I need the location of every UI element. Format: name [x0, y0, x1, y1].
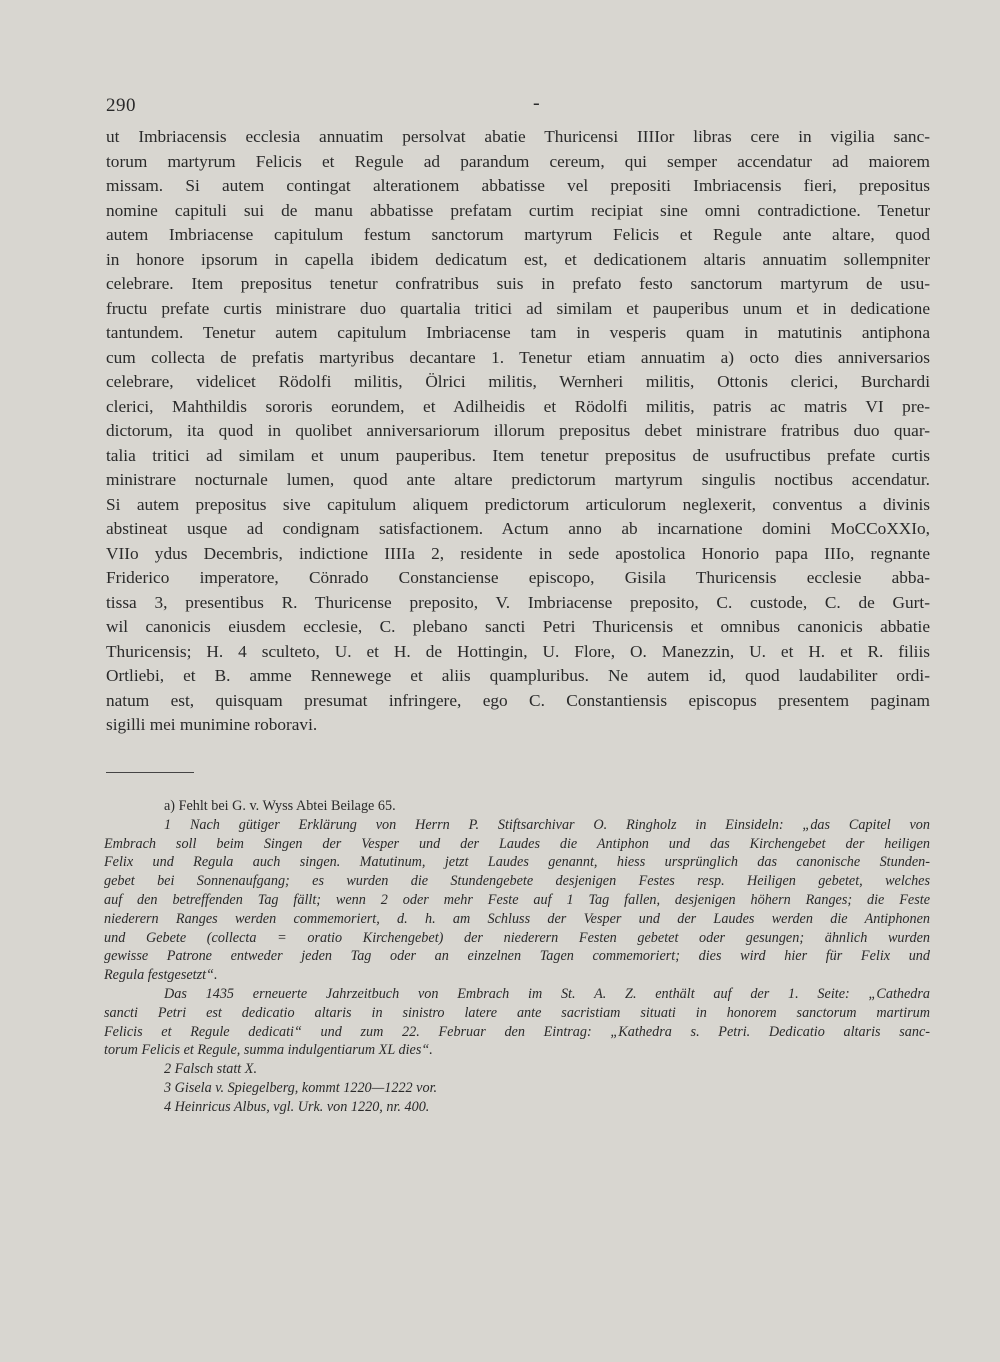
footnote-line: Felix und Regula auch singen. Matutinum, jetzt Laudes genannt, hiess ursprünglich das canonische Stunden-	[104, 854, 930, 871]
charter-text	[106, 125, 930, 738]
footnote-line: Das 1435 erneuerte Jahrzeitbuch von Embrach im St. A. Z. enthält auf der 1. Seite: „Cathedra	[164, 985, 930, 1002]
text-line: abstineat usque ad condignam satisfactionem. Actum anno ab incarnatione domini MoCCoXXIo,	[106, 519, 930, 538]
footnote-line: 3 Gisela v. Spiegelberg, kommt 1220—1222 vor.	[164, 1079, 438, 1096]
text-line: natum est, quisquam presumat infringere, ego C. Constantiensis episcopus presentem paginam	[106, 690, 930, 710]
text-line: torum martyrum Felicis et Regule ad parandum cereum, qui semper accendatur ad maiorem	[106, 151, 930, 171]
text-line: Thuricensis; H. 4 sculteto, U. et H. de Hottingin, U. Flore, O. Manezzin, U. et H. et R. filiis	[106, 641, 930, 661]
footnote-line: und Gebete (collecta = oratio Kirchengebet) der niederern Festen gebetet oder gesungen; ähnlich wurden	[104, 929, 930, 946]
text-line: tantundem. Tenetur autem capitulum Imbriacense tam in vesperis quam in matutinis antiphona	[106, 323, 930, 342]
text-line: in honore ipsorum in capella ibidem dedicatum est, et dedicationem altaris annuatim sollempniter	[106, 249, 930, 269]
text-line: fructu prefate curtis ministrare duo quartalia tritici ad similam et pauperibus unum et in dedicatione	[106, 298, 930, 318]
footnote-line: 1 Nach gütiger Erklärung von Herrn P. Stiftsarchivar O. Ringholz in Einsideln: „das Capitel von	[164, 816, 930, 833]
text-line: clerici, Mahthildis sororis eorundem, et Adilheidis et Rödolfi militis, patris ac matris VI pre-	[106, 396, 930, 416]
footnote-line: auf den betreffenden Tag fällt; wenn 2 oder mehr Feste auf 1 Tag fallen, desjenigen höhern Ranges; die Feste	[104, 891, 930, 908]
text-line: autem Imbriacense capitulum festum sanctorum martyrum Felicis et Regule ante altare, quod	[106, 225, 930, 244]
text-line: Si autem prepositus sive capitulum aliquem predictorum articulorum neglexerit, conventus a divinis	[106, 494, 930, 514]
text-line: Ortliebi, et B. amme Rennewege et aliis quampluribus. Ne autem id, quod laudabiliter ordi-	[106, 666, 930, 685]
footnote-line: Felicis et Regule dedicati“ und zum 22. Februar den Eintrag: „Kathedra s. Petri. Dedicatio altaris sanc-	[104, 1023, 930, 1040]
text-line: dictorum, ita quod in quolibet anniversariorum illorum prepositus debet ministrare fratribus duo quar-	[106, 421, 930, 440]
footnote-line: 2 Falsch statt X.	[164, 1061, 258, 1078]
footnote-line: torum Felicis et Regule, summa indulgentiarum XL dies“.	[104, 1042, 433, 1059]
text-line: nomine capituli sui de manu abbatisse prefatam curtim recipiat sine omni contradictione. Tenetur	[106, 200, 930, 220]
text-line: ministrare nocturnale lumen, quod ante altare predictorum martyrum singulis noctibus accendatur.	[106, 470, 930, 489]
footnote-line: sancti Petri est dedicatio altaris in sinistro latere ante sacristiam situati in honorem sanctorum martirum	[104, 1004, 930, 1021]
text-line: cum collecta de prefatis martyribus decantare 1. Tenetur etiam annuatim a) octo dies anniversarios	[106, 347, 930, 367]
text-line: celebrare. Item prepositus tenetur confratribus suis in prefato festo sanctorum martyrum de usu-	[106, 274, 930, 293]
footnote-line: gewisse Patrone entweder jeden Tag oder an einzelnen Tagen commemoriert; dies wird hier für Felix und	[104, 948, 930, 965]
text-line: celebrare, videlicet Rödolfi militis, Ölrici militis, Wernheri militis, Ottonis clerici, Burchardi	[106, 372, 930, 391]
text-line: sigilli mei munimine roboravi.	[106, 715, 318, 734]
footnotes	[104, 797, 930, 1117]
footnote-line: Embrach soll beim Singen der Vesper und der Laudes die Antiphon und das Kirchengebet der heiligen	[104, 835, 930, 852]
footnote-rule	[106, 772, 194, 773]
footnote-line: Regula festgesetzt“.	[104, 967, 218, 984]
text-line: missam. Si autem contingat alterationem abbatisse vel prepositi Imbriacensis fieri, prepositus	[106, 176, 930, 195]
footnote-line: niederern Ranges werden commemoriert, d. h. am Schluss der Vesper und der Laudes werden die Antiphonen	[104, 910, 930, 927]
footnote-line: a) Fehlt bei G. v. Wyss Abtei Beilage 65.	[164, 798, 396, 814]
header-dash: -	[533, 92, 540, 114]
footnote-line: gebet bei Sonnenaufgang; es wurden die Stundengebete desjenigen Festes resp. Heiligen gebetet, welches	[104, 873, 930, 890]
text-line: ut Imbriacensis ecclesia annuatim persolvat abatie Thuricensi IIIIor libras cere in vigilia sanc-	[106, 127, 930, 146]
footnote-line: 4 Heinricus Albus, vgl. Urk. von 1220, nr. 400.	[164, 1098, 430, 1115]
text-line: Friderico imperatore, Cönrado Constanciense episcopo, Gisila Thuricensis ecclesie abba-	[106, 568, 930, 587]
text-line: VIIo ydus Decembris, indictione IIIIa 2, residente in sede apostolica Honorio papa IIIo, regnante	[106, 543, 930, 563]
text-line: talia tritici ad similam et unum pauperibus. Item tenetur prepositus de usufructibus prefate curtis	[106, 445, 930, 465]
text-line: wil canonicis eiusdem ecclesie, C. plebano sancti Petri Thuricensis et omnibus canonicis abbatie	[106, 617, 930, 636]
page-number: 290	[106, 95, 136, 116]
text-line: tissa 3, presentibus R. Thuricense preposito, V. Imbriacense preposito, C. custode, C. de Gurt-	[106, 592, 930, 612]
